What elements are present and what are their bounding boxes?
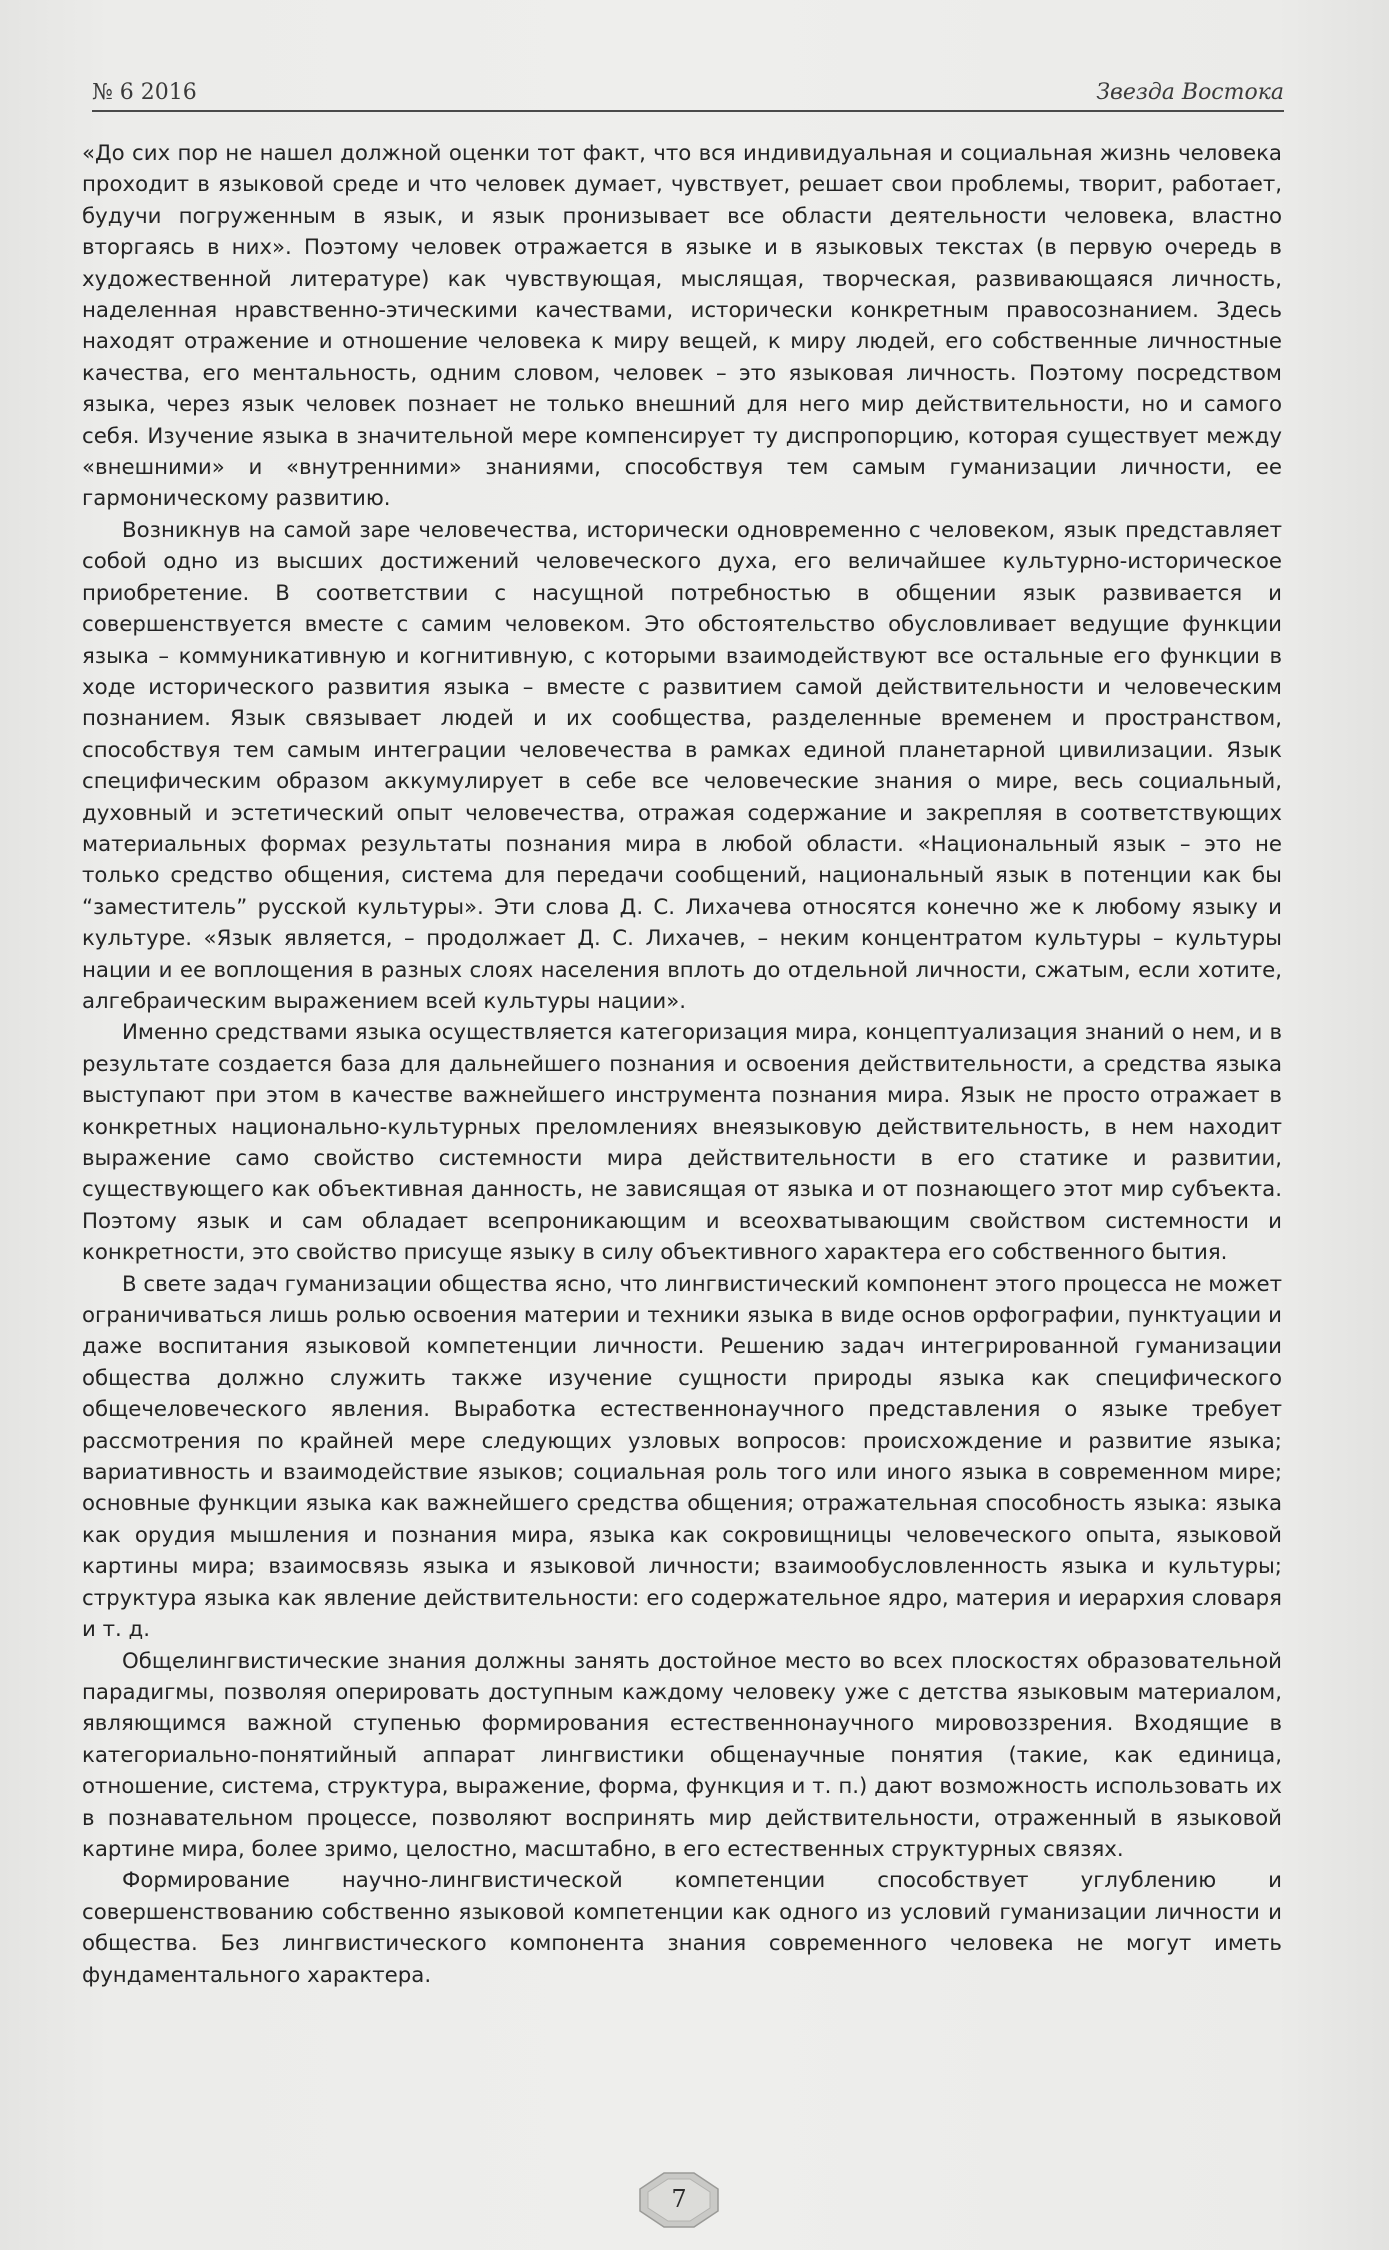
- paragraph-6: Формирование научно-лингвистической компетенции способствует углублению и совершенствованию собственно языковой компетенции как одного из условий гуманизации личности и общества. Без лингвистического компонента знания современного человека не могут иметь фундаментального характера.: [82, 1868, 1282, 1988]
- paragraph-3: Именно средствами языка осуществляется категоризация мира, концептуализация знаний о нем, и в результате создается база для дальнейшего познания и освоения действительности, а средства языка выступают при этом в качестве важнейшего инструмента познания мира. Язык не просто отражает в конкретных национально-культурных преломлениях внеязыковую действительность, в нем находит выражение само свойство системности мира действительности в его статике и развитии, существующего как объективная данность, не зависящая от языка и от познающего этот мир субъекта. Поэтому язык и сам обладает всепроникающим и всеохватывающим свойством системности и конкретности, это свойство присуще языку в силу объективного характера его собственного бытия.: [82, 1020, 1282, 1266]
- paragraph-5: Общелингвистические знания должны занять достойное место во всех плоскостях образовательной парадигмы, позволяя оперировать доступным каждому человеку уже с детства языковым материалом, являющимся важной ступенью формирования естественнонаучного мировоззрения. Входящие в категориально-понятийный аппарат лингвистики общенаучные понятия (такие, как единица, отношение, система, структура, выражение, форма, функция и т. п.) дают возможность использовать их в познавательном процессе, позволяют воспринять мир действительности, отраженный в языковой картине мира, более зримо, целостно, масштабно, в его естественных структурных связях.: [82, 1648, 1282, 1862]
- page-number-ornament: [638, 2171, 720, 2229]
- page-number: 7: [671, 2185, 687, 2213]
- issue-number: № 6 2016: [92, 80, 197, 105]
- paragraph-2: Возникнув на самой заре человечества, исторически одновременно с человеком, язык представляет собой одно из высших достижений человеческого духа, его величайшее культурно-историческое приобретение. В соответствии с насущной потребностью в общении язык развивается и совершенствуется вместе с самим человеком. Это обстоятельство обусловливает ведущие функции языка – коммуникативную и когнитивную, с которыми взаимодействуют все остальные его функции в ходе исторического развития языка – вместе с развитием самой действительности и человеческим познанием. Язык связывает людей и их сообщества, разделенные временем и пространством, способствуя тем самым интеграции человечества в рамках единой планетарной цивилизации. Язык специфическим образом аккумулирует в себе все человеческие знания о мире, весь социальный, духовный и эстетический опыт человечества, отражая содержание и закрепляя в соответствующих материальных формах результаты познания мира в любой области. «Национальный язык – это не только средство общения, система для передачи сообщений, национальный язык в потенции как бы “заместитель” русской культуры». Эти слова Д. С. Лихачева относятся конечно же к любому языку и культуре. «Язык является, – продолжает Д. С. Лихачев, – неким концентратом культуры – культуры нации и ее воплощения в разных слоях населения вплоть до отдельной личности, сжатым, если хотите, алгебраическим выражением всей культуры нации».: [82, 517, 1282, 1014]
- paragraph-4: В свете задач гуманизации общества ясно, что лингвистический компонент этого процесса не может ограничиваться лишь ролью освоения материи и техники языка в виде основ орфографии, пунктуации и даже воспитания языковой компетенции личности. Решению задач интегрированной гуманизации общества должно служить также изучение сущности природы языка как специфического общечеловеческого явления. Выработка естественнонаучного представления о языке требует рассмотрения по крайней мере следующих узловых вопросов: происхождение и развитие языка; вариативность и взаимодействие языков; социальная роль того или иного языка в современном мире; основные функции языка как важнейшего средства общения; отражательная способность языка: языка как орудия мышления и познания мира, языка как сокровищницы человеческого опыта, языковой картины мира; взаимосвязь языка и языковой личности; взаимообусловленность языка и культуры; структура языка как явление действительности: его содержательное ядро, материя и иерархия словаря и т. д.: [82, 1271, 1282, 1643]
- running-head: [92, 74, 1284, 108]
- paragraph-1: «До сих пор не нашел должной оценки тот факт, что вся индивидуальная и социальная жизнь человека проходит в языковой среде и что человек думает, чувствует, решает свои проблемы, творит, работает, будучи погруженным в язык, и язык пронизывает все области деятельности человека, властно вторгаясь в них». Поэтому человек отражается в языке и в языковых текстах (в первую очередь в художественной литературе) как чувствующая, мыслящая, творческая, развивающаяся личность, наделенная нравственно-этическими качествами, исторически конкретным правосознанием. Здесь находят отражение и отношение человека к миру вещей, к миру людей, его собственные личностные качества, его ментальность, одним словом, человек – это языковая личность. Поэтому посредством языка, через язык человек познает не только внешний для него мир действительности, но и самого себя. Изучение языка в значительной мере компенсирует ту диспропорцию, которая существует между «внешними» и «внутренними» знаниями, способствуя тем самым гуманизации личности, ее гармоническому развитию.: [82, 141, 1282, 512]
- article-body: [82, 138, 1282, 1991]
- header-rule: [92, 110, 1284, 112]
- journal-title: Звезда Востока: [1096, 80, 1284, 105]
